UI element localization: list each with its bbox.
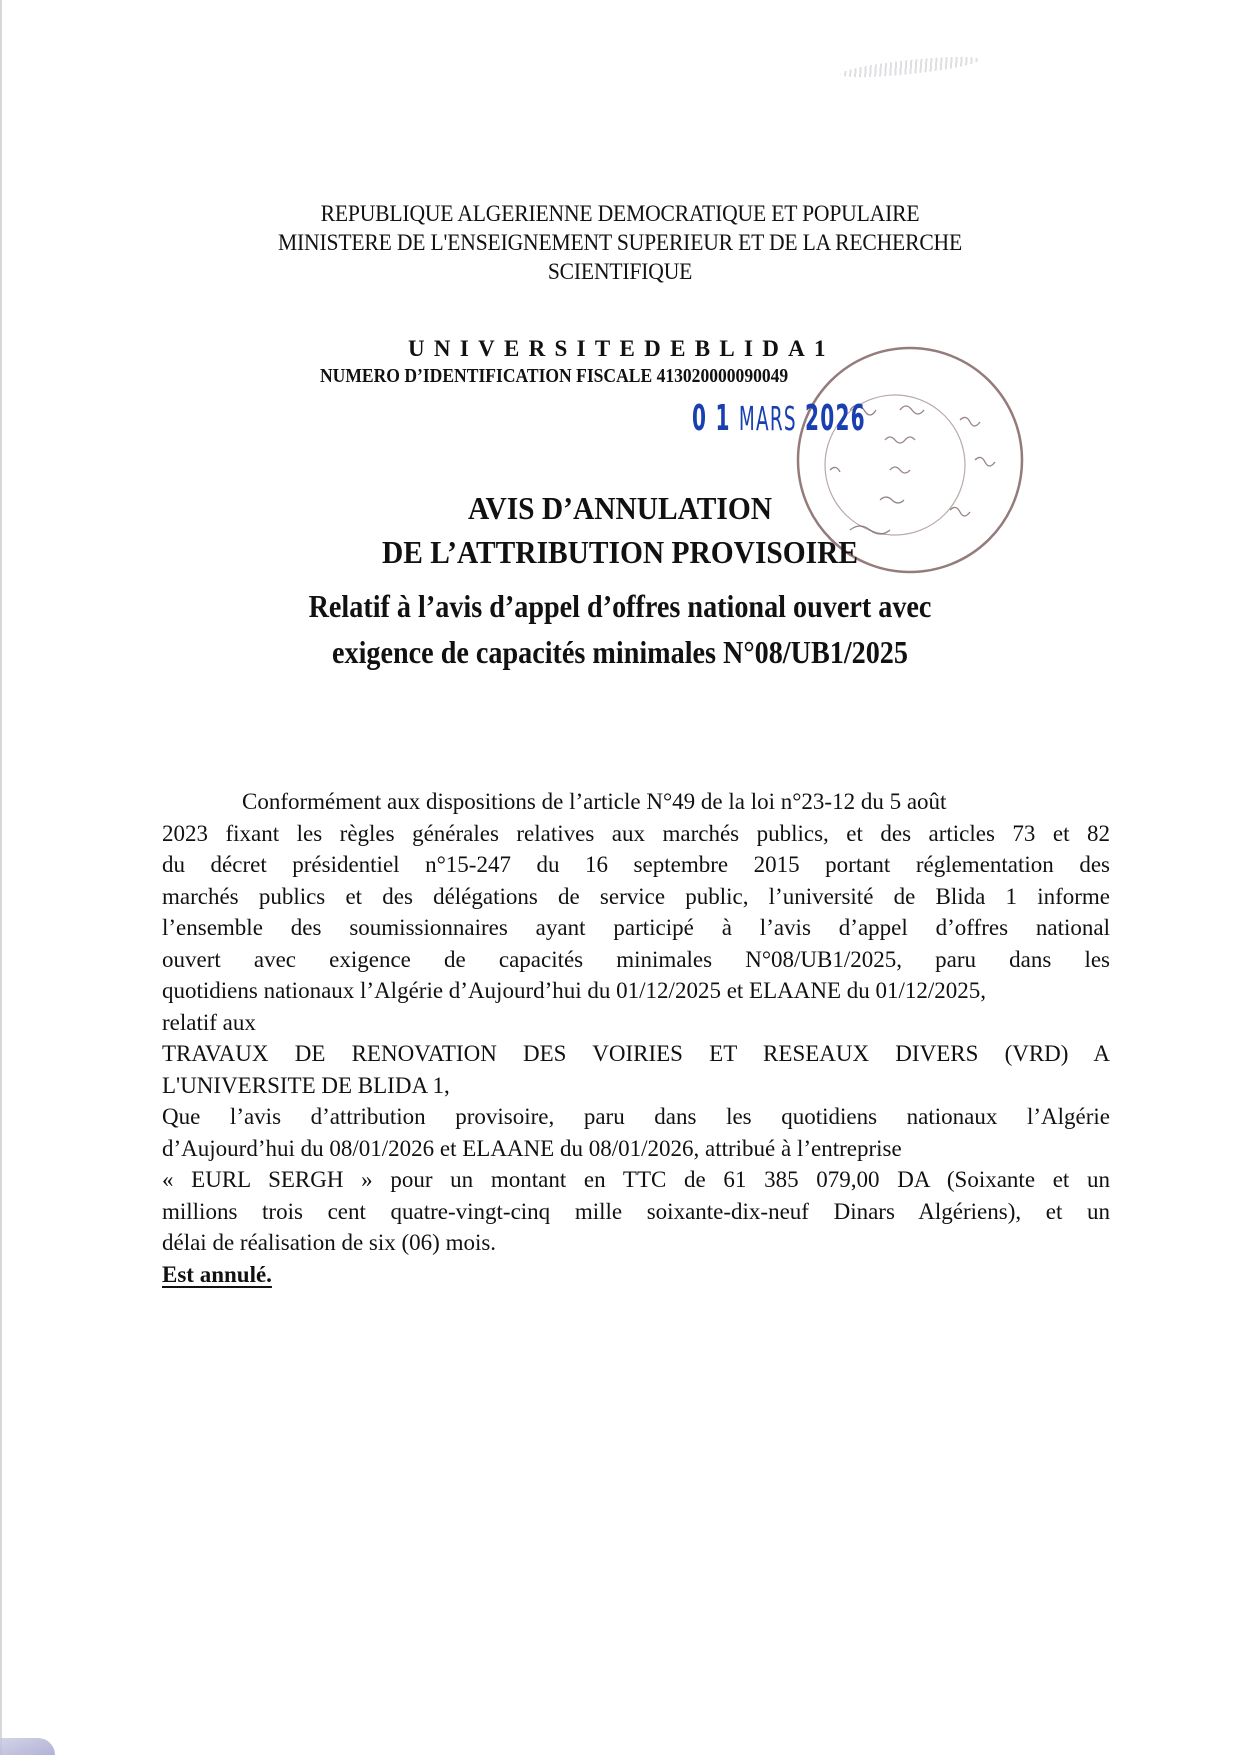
body-line: Conformément aux dispositions de l’article N°49 de la loi n°23-12 du 5 août <box>242 789 947 814</box>
document-title-line-2: DE L’ATTRIBUTION PROVISOIRE <box>381 534 859 570</box>
body-line: quotidiens nationaux l’Algérie d’Aujourd’hui du 01/12/2025 et ELAANE du 01/12/2025, <box>162 978 987 1003</box>
body-line: 2023 fixant les règles générales relatives aux marchés publics, et des articles 73 et 82 <box>162 820 1110 846</box>
body-line: ouvert avec exigence de capacités minimales N°08/UB1/2025, paru dans les <box>162 946 1110 972</box>
received-date-stamp <box>692 398 866 439</box>
ministry-line-1: MINISTERE DE L'ENSEIGNEMENT SUPERIEUR ET DE LA RECHERCHE <box>277 230 963 256</box>
notice-body <box>162 786 1110 1290</box>
letterhead <box>0 200 1240 287</box>
scan-smudge <box>840 53 981 82</box>
body-line: d’Aujourd’hui du 08/01/2026 et ELAANE du 08/01/2026, attribué à l’entreprise <box>162 1135 902 1161</box>
body-line: délai de réalisation de six (06) mois. <box>162 1230 497 1255</box>
body-line: l’ensemble des soumissionnaires ayant participé à l’avis d’appel d’offres national <box>162 915 1110 940</box>
body-line: millions trois cent quatre-vingt-cinq mille soixante-dix-neuf Dinars Algériens), et un <box>162 1198 1110 1224</box>
document-title-line-1: AVIS D’ANNULATION <box>467 490 772 526</box>
fiscal-id-label: NUMERO D’IDENTIFICATION FISCALE <box>320 366 653 387</box>
ministry-line-2: SCIENTIFIQUE <box>547 259 693 285</box>
fiscal-id-line <box>320 366 788 388</box>
stamp-month: MARS <box>738 399 797 438</box>
body-line: du décret présidentiel n°15-247 du 16 septembre 2015 portant réglementation des <box>162 852 1110 877</box>
body-line: « EURL SERGH » pour un montant en TTC de 61 385 079,00 DA (Soixante et un <box>162 1167 1110 1192</box>
university-name: UNIVERSITEDEBLIDA1 <box>408 336 835 361</box>
body-line: Que l’avis d’attribution provisoire, paru dans les quotidiens nationaux l’Algérie <box>162 1104 1110 1129</box>
cancellation-statement: Est annulé. <box>162 1261 272 1287</box>
fiscal-id-number: 413020000090049 <box>656 366 789 387</box>
document-subtitle-line-1: Relatif à l’avis d’appel d’offres national ouvert avec <box>308 588 932 624</box>
republic-line: REPUBLIQUE ALGERIENNE DEMOCRATIQUE ET POPULAIRE <box>320 201 920 227</box>
document-subtitle-line-2: exigence de capacités minimales N°08/UB1/2025 <box>332 634 908 670</box>
body-line: TRAVAUX DE RENOVATION DES VOIRIES ET RESEAUX DIVERS (VRD) A <box>162 1041 1110 1066</box>
stamp-day: 0 1 <box>692 398 731 439</box>
body-line: relatif aux <box>162 1009 256 1035</box>
scan-corner-mark <box>0 1738 55 1755</box>
body-line: marchés publics et des délégations de service public, l’université de Blida 1 informe <box>162 883 1110 909</box>
stamp-year: 2026 <box>805 398 866 439</box>
body-line: L'UNIVERSITE DE BLIDA 1, <box>162 1072 450 1098</box>
